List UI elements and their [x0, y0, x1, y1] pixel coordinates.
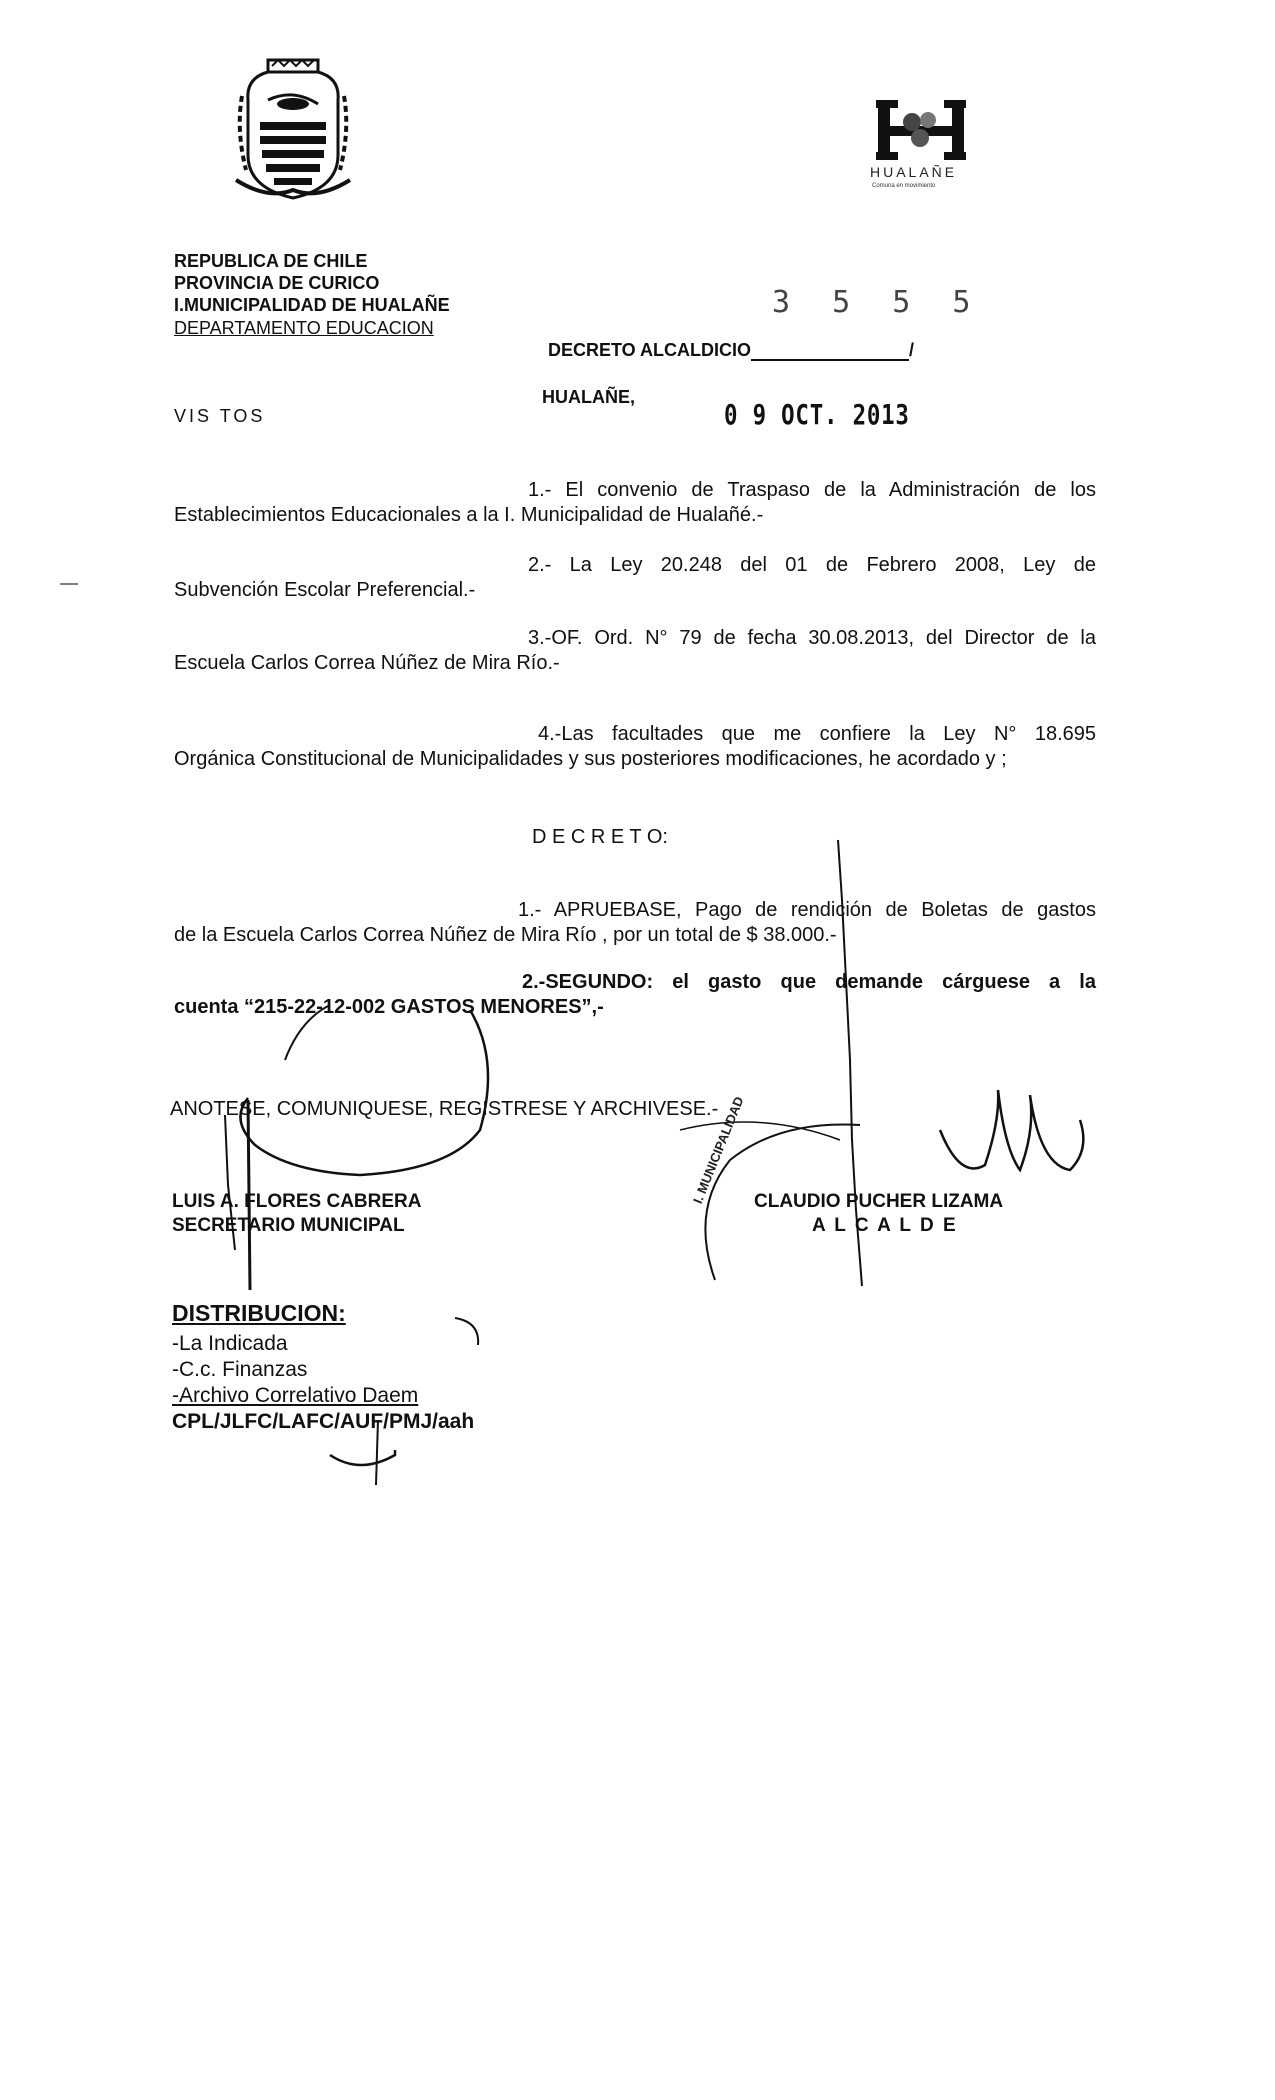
vistos-item-4-first: 4.-Las facultades que me confiere la Ley N° 18.695 [538, 723, 1096, 745]
decreto-heading: D E C R E T O: [532, 826, 668, 848]
vistos-item-3-first: 3.-OF. Ord. N° 79 de fecha 30.08.2013, del Director de la [528, 627, 1096, 649]
left-signatory-title: SECRETARIO MUNICIPAL [172, 1215, 405, 1236]
vistos-item-1-rest: Establecimientos Educacionales a la I. Municipalidad de Hualañé.- [174, 504, 764, 526]
logo-name: HUALAÑE [870, 164, 958, 180]
right-signatory-title: A L C A L D E [812, 1215, 958, 1236]
distribution-item-2: -C.c. Finanzas [172, 1358, 308, 1381]
vistos-item-1-first: 1.- El convenio de Traspaso de la Administración de los [528, 479, 1096, 501]
decreto-item-1-rest: de la Escuela Carlos Correa Núñez de Mira Río , por un total de $ 38.000.- [174, 924, 837, 946]
vistos-item-4-rest: Orgánica Constitucional de Municipalidades y sus posteriores modificaciones, he acordado y ; [174, 748, 1007, 770]
vistos-item-3-rest: Escuela Carlos Correa Núñez de Mira Río.- [174, 652, 560, 674]
distribution-item-1: -La Indicada [172, 1332, 288, 1355]
vistos-heading: VIS TOS [174, 406, 266, 426]
decree-place: HUALAÑE, [542, 387, 635, 407]
decree-date-stamp: 0 9 OCT. 2013 [724, 398, 910, 431]
letterhead-municipality: I.MUNICIPALIDAD DE HUALAÑE [174, 295, 450, 315]
decree-label-text: DECRETO ALCALDICIO [548, 340, 752, 360]
vistos-item-2-first: 2.- La Ley 20.248 del 01 de Febrero 2008, Ley de [528, 554, 1096, 576]
letterhead-department: DEPARTAMENTO EDUCACION [174, 318, 434, 338]
logo-tagline: Comuna en movimiento [872, 183, 936, 189]
decreto-item-2-rest: cuenta “215-22-12-002 GASTOS MENORES”,- [174, 996, 604, 1018]
decree-number-stamp: 3 5 5 5 [772, 285, 983, 320]
right-signatory-name: CLAUDIO PUCHER LIZAMA [754, 1191, 1004, 1212]
left-signatory-name: LUIS A. FLORES CABRERA [172, 1191, 422, 1212]
decreto-item-2-first: 2.-SEGUNDO: el gasto que demande cárguese a la [522, 971, 1096, 993]
decreto-closing: ANOTESE, COMUNIQUESE, REGISTRESE Y ARCHIVESE.- [170, 1098, 719, 1120]
decree-slash: / [909, 340, 915, 360]
distribution-item-3: -Archivo Correlativo Daem [172, 1384, 419, 1407]
decreto-item-1-first: 1.- APRUEBASE, Pago de rendición de Boletas de gastos [518, 899, 1096, 921]
distribution-initials: CPL/JLFC/LAFC/AUF/PMJ/aah [172, 1410, 475, 1433]
municipal-seal-text: I. MUNICIPALIDAD [690, 1094, 747, 1206]
distribution-title: DISTRIBUCION: [172, 1300, 346, 1326]
vistos-item-2-rest: Subvención Escolar Preferencial.- [174, 579, 476, 601]
letterhead-province: PROVINCIA DE CURICO [174, 273, 380, 293]
letterhead-republic: REPUBLICA DE CHILE [174, 251, 368, 271]
